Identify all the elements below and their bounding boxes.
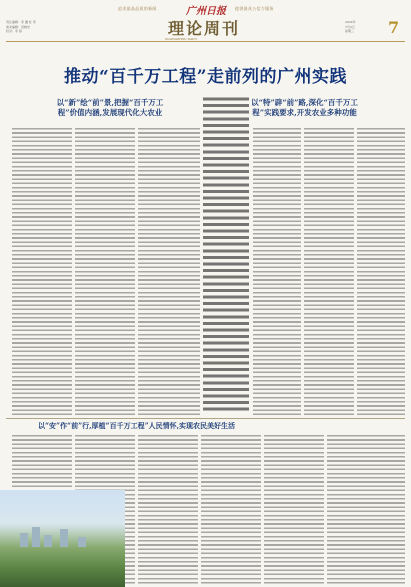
left-article-column-3 <box>138 127 200 415</box>
issue-day: 7月3日 <box>345 24 355 29</box>
editor-line: 责任编辑：李 鑫 杜 菲 <box>6 20 36 24</box>
page-number: 7 <box>388 18 400 37</box>
bottom-section-title: 以“安”作“前”行,厚植“百千万工程”人民情怀,实现农民美好生活 <box>38 421 236 430</box>
bottom-column-5 <box>264 434 324 584</box>
designer-line: 美术编辑：吴晓光 <box>6 24 31 29</box>
section-title: 理论周刊 <box>168 19 241 38</box>
bottom-column-4 <box>201 434 261 584</box>
slogan-right: 提供最具公信力服务 <box>235 6 274 11</box>
right-subheading-line2: 程”实践要求,开发农业多种功能 <box>252 108 357 117</box>
right-article-column-2 <box>304 127 354 415</box>
right-article-column-3 <box>357 127 405 415</box>
photo-building <box>60 529 68 547</box>
newspaper-logo: 广州日报 <box>186 6 226 17</box>
rural-landscape-photo <box>0 490 125 587</box>
center-feature-column <box>203 96 249 414</box>
masthead-strip: GUANGZHOU DAILY <box>165 37 198 41</box>
masthead <box>0 0 411 40</box>
right-article-column-1 <box>253 127 301 415</box>
masthead-rule <box>6 41 405 42</box>
proofreader-line: 校对：李 锋 <box>6 29 22 33</box>
left-subheading-line2: 程”价值内涵,发展现代化大农业 <box>57 108 163 117</box>
issue-weekday: 星期三 <box>345 29 355 33</box>
photo-building <box>20 533 28 547</box>
bottom-column-1 <box>12 434 72 488</box>
left-subheading <box>30 98 190 118</box>
bottom-column-3 <box>138 434 198 584</box>
slogan-left: 追求最高品质的新闻 <box>118 6 157 11</box>
issue-date <box>345 20 356 34</box>
main-headline: 推动“百千万工程”走前列的广州实践 <box>63 67 348 87</box>
left-article-column-1 <box>12 127 72 415</box>
photo-building <box>78 537 86 547</box>
issue-year: 2024年 <box>345 20 356 24</box>
left-subheading-line1: 以“新”绘“前”景,把握“百千万工 <box>56 98 164 107</box>
right-subheading-line1: 以“特”辟“前”路,深化“百千万工 <box>251 98 358 107</box>
left-article-column-2 <box>75 127 135 415</box>
photo-building <box>44 535 52 547</box>
photo-building <box>32 527 40 547</box>
editor-credits <box>6 20 36 34</box>
bottom-column-6 <box>327 434 405 584</box>
section-divider <box>6 418 405 419</box>
